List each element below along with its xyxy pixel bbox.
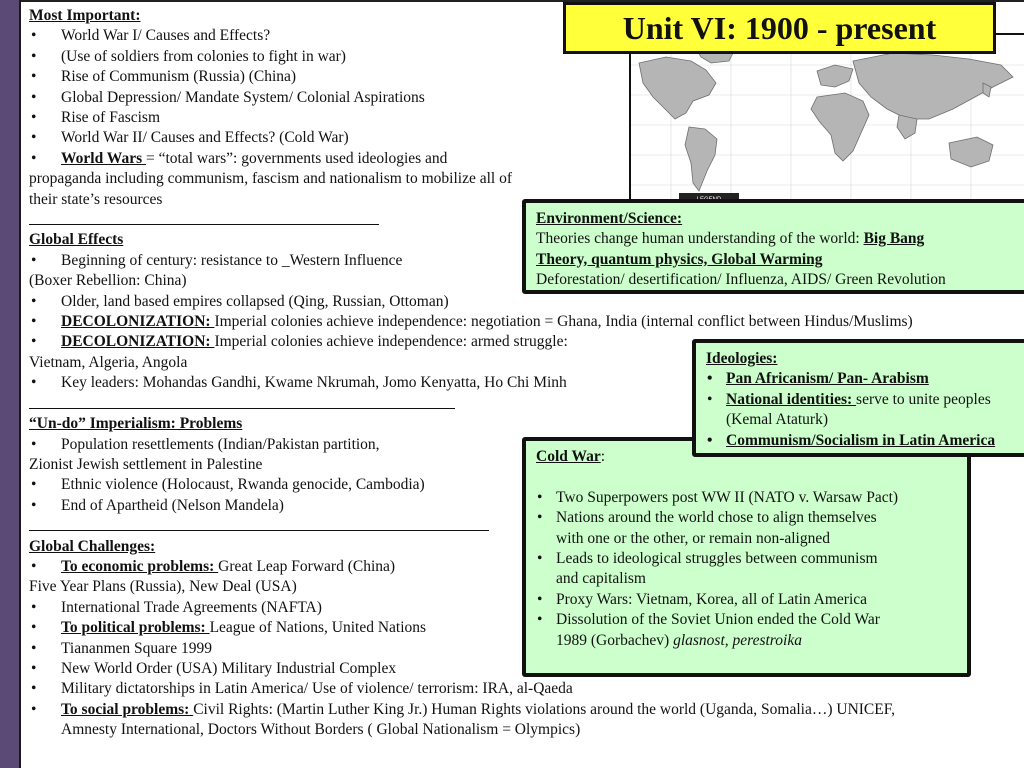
environment-heading: Environment/Science: <box>536 210 683 227</box>
list-item-continuation: Vietnam, Algeria, Angola <box>29 353 188 371</box>
list-item: • Two Superpowers post WW II (NATO v. Warsaw Pact) <box>536 488 957 508</box>
most-important-heading: Most Important: <box>29 7 141 24</box>
list-item: • (Use of soldiers from colonies to fight in war) <box>29 47 1019 67</box>
world-wars-continuation: their state’s resources <box>29 190 163 208</box>
economic-text: Great Leap Forward (China) <box>218 557 396 575</box>
national-identities-label: National identities: <box>726 390 857 408</box>
page-title: Unit VI: 1900 - present <box>563 2 996 54</box>
list-item: • Older, land based empires collapsed (Qing, Russian, Ottoman) <box>29 292 1019 312</box>
environment-text: Theories change human understanding of the world: <box>536 230 864 248</box>
ideologies-heading: Ideologies: <box>706 350 778 367</box>
economic-label: To economic problems: <box>61 557 219 575</box>
list-item: • Global Depression/ Mandate System/ Colonial Aspirations <box>29 88 1019 108</box>
list-item: • Military dictatorships in Latin America/ Use of violence/ terrorism: IRA, al-Qaeda <box>29 679 1019 699</box>
list-item-decolonization-negotiation <box>29 312 1019 332</box>
environment-key-terms: Big Bang <box>863 230 925 248</box>
list-item: • Rise of Communism (Russia) (China) <box>29 67 1019 87</box>
list-item: • International Trade Agreements (NAFTA) <box>29 598 1019 618</box>
list-item-world-wars <box>29 149 1019 169</box>
list-item-social <box>29 700 1019 720</box>
left-decorative-strip <box>0 0 19 768</box>
social-text: Civil Rights: (Martin Luther King Jr.) Human Rights violations around the world (Uganda, Somalia…) UNICEF, <box>193 700 895 718</box>
list-item-continuation: (Kemal Ataturk) <box>726 411 829 429</box>
decolonization-label: DECOLONIZATION: <box>61 333 215 351</box>
list-item: • Nations around the world chose to align themselves <box>536 508 957 528</box>
list-item: • World War II/ Causes and Effects? (Cold War) <box>29 128 1019 148</box>
national-identities-text: serve to unite peoples <box>856 390 991 408</box>
list-item: • Ethnic violence (Holocaust, Rwanda genocide, Cambodia) <box>29 475 1019 495</box>
list-item: • Pan Africanism/ Pan- Arabism <box>706 369 1024 389</box>
list-item: • Communism/Socialism in Latin America <box>706 431 1024 451</box>
environment-line <box>536 229 1024 249</box>
environment-line: Deforestation/ desertification/ Influenza, AIDS/ Green Revolution <box>536 271 946 289</box>
decolonization-text: Imperial colonies achieve independence: armed struggle: <box>214 333 568 351</box>
list-item-continuation: and capitalism <box>556 570 646 588</box>
cold-war-gorbachev: 1989 (Gorbachev) <box>556 631 674 649</box>
list-item: • Dissolution of the Soviet Union ended the Cold War <box>536 610 957 630</box>
ideologies-box <box>692 339 1024 457</box>
list-item: • World War I/ Causes and Effects? <box>29 26 1019 46</box>
glasnost-perestroika: glasnost, perestroika <box>673 631 802 649</box>
list-item: • New World Order (USA) Military Industrial Complex <box>29 659 1019 679</box>
decolonization-label: DECOLONIZATION: <box>61 313 215 331</box>
political-text: League of Nations, United Nations <box>209 619 427 637</box>
environment-science-box <box>522 199 1024 294</box>
list-item: • Rise of Fascism <box>29 108 1019 128</box>
title-connector-line <box>996 33 1024 35</box>
list-item <box>706 390 1024 410</box>
list-item: • Key leaders: Mohandas Gandhi, Kwame Nkrumah, Jomo Kenyatta, Ho Chi Minh <box>29 373 1019 393</box>
list-item-continuation: Five Year Plans (Russia), New Deal (USA) <box>29 578 297 596</box>
list-item-continuation: with one or the other, or remain non-aligned <box>556 529 830 547</box>
list-item-continuation: Zionist Jewish settlement in Palestine <box>29 455 263 473</box>
list-item: • Beginning of century: resistance to _Western Influence <box>29 251 1019 271</box>
world-wars-label: World Wars <box>61 149 146 167</box>
environment-key-terms: Theory, quantum physics, Global Warming <box>536 250 823 268</box>
left-border-line <box>19 0 21 768</box>
cold-war-heading-colon: : <box>600 448 606 465</box>
global-effects-heading: Global Effects <box>29 231 124 249</box>
list-item: • End of Apartheid (Nelson Mandela) <box>29 496 1019 516</box>
cold-war-box <box>522 437 971 677</box>
cold-war-heading: Cold War <box>536 448 601 465</box>
list-item: • Population resettlements (Indian/Pakistan partition, <box>29 435 1019 455</box>
un-do-imperialism-heading: “Un-do” Imperialism: Problems <box>29 415 243 433</box>
list-item: • Leads to ideological struggles between communism <box>536 549 957 569</box>
list-item: • Proxy Wars: Vietnam, Korea, all of Latin America <box>536 590 957 610</box>
global-challenges-heading: Global Challenges: <box>29 537 156 555</box>
list-item: • Tiananmen Square 1999 <box>29 639 1019 659</box>
decolonization-text: Imperial colonies achieve independence: negotiation = Ghana, India (internal conflict between Hindus/Muslims) <box>214 313 913 331</box>
world-wars-continuation: propaganda including communism, fascism and nationalism to mobilize all of <box>29 170 512 188</box>
list-item-continuation: Amnesty International, Doctors Without Borders ( Global Nationalism = Olympics) <box>61 721 581 739</box>
social-label: To social problems: <box>61 700 194 718</box>
list-item-continuation <box>536 631 957 651</box>
list-item-continuation: (Boxer Rebellion: China) <box>29 272 187 290</box>
political-label: To political problems: <box>61 619 210 637</box>
world-wars-text: = “total wars”: governments used ideologies and <box>145 149 448 167</box>
